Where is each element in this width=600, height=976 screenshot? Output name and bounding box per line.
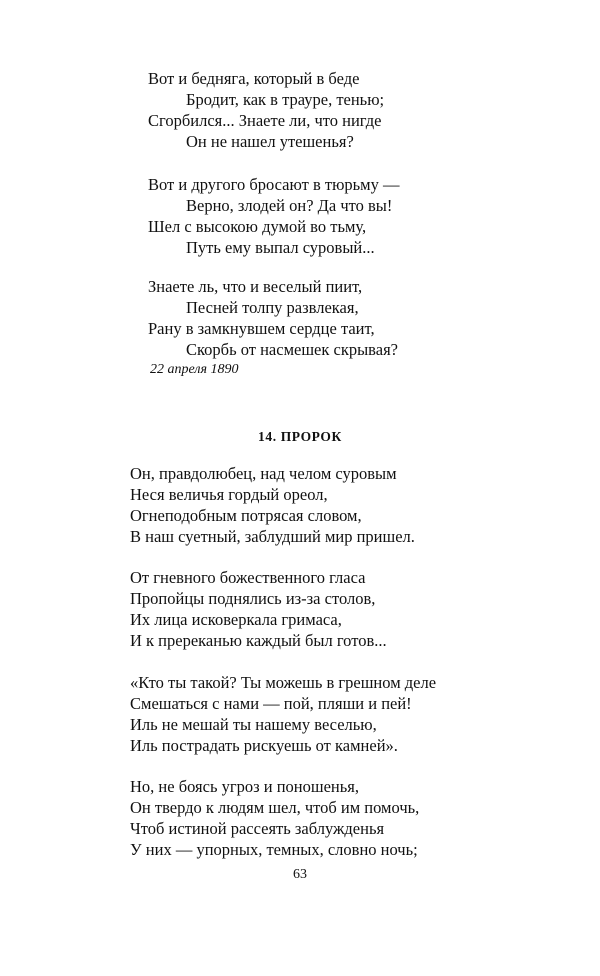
poem-date: 22 апреля 1890 bbox=[150, 362, 239, 377]
verse-line: От гневного божественного гласа bbox=[130, 568, 366, 587]
stanza-6 bbox=[130, 672, 436, 756]
verse-line: Смешаться с нами — пой, пляши и пей! bbox=[130, 694, 412, 713]
verse-line: Он не нашел утешенья? bbox=[186, 132, 354, 151]
verse-line: «Кто ты такой? Ты можешь в грешном деле bbox=[130, 673, 437, 692]
verse-line: Огнеподобным потрясая словом, bbox=[130, 506, 362, 525]
stanza-2 bbox=[148, 174, 400, 258]
verse-line: Верно, злодей он? Да что вы! bbox=[186, 196, 393, 215]
verse-line: Но, не боясь угроз и поношенья, bbox=[130, 777, 359, 796]
verse-line: Бродит, как в трауре, тенью; bbox=[186, 90, 385, 109]
stanza-1 bbox=[148, 68, 384, 152]
verse-line: В наш суетный, заблудший мир пришел. bbox=[130, 527, 415, 546]
verse-line: И к пререканью каждый был готов... bbox=[130, 631, 387, 650]
verse-line: Шел с высокою думой во тьму, bbox=[148, 217, 367, 236]
verse-line: Он твердо к людям шел, чтоб им помочь, bbox=[130, 798, 420, 817]
verse-line: Иль пострадать рискуешь от камней». bbox=[130, 736, 398, 755]
verse-line: Знаете ль, что и веселый пиит, bbox=[148, 277, 363, 296]
verse-line: Рану в замкнувшем сердце таит, bbox=[148, 319, 375, 338]
verse-line: Скорбь от насмешек скрывая? bbox=[186, 340, 398, 359]
verse-line: Пропойцы поднялись из-за столов, bbox=[130, 589, 376, 608]
verse-line: Неся величья гордый ореол, bbox=[130, 485, 328, 504]
stanza-4 bbox=[130, 463, 415, 547]
verse-line: Вот и другого бросают в тюрьму — bbox=[148, 175, 400, 194]
verse-line: Вот и бедняга, который в беде bbox=[148, 69, 360, 88]
verse-line: У них — упорных, темных, словно ночь; bbox=[130, 840, 418, 859]
stanza-5 bbox=[130, 567, 387, 651]
verse-line: Сгорбился... Знаете ли, что нигде bbox=[148, 111, 382, 130]
stanza-3 bbox=[148, 276, 398, 360]
verse-line: Песней толпу развлекая, bbox=[186, 298, 359, 317]
verse-line: Иль не мешай ты нашему веселью, bbox=[130, 715, 377, 734]
verse-line: Путь ему выпал суровый... bbox=[186, 238, 375, 257]
verse-line: Чтоб истиной рассеять заблужденья bbox=[130, 819, 385, 838]
poem-title: 14. ПРОРОК bbox=[258, 429, 342, 444]
page-number: 63 bbox=[293, 867, 307, 882]
verse-line: Он, правдолюбец, над челом суровым bbox=[130, 464, 397, 483]
verse-line: Их лица исковеркала гримаса, bbox=[130, 610, 342, 629]
stanza-7 bbox=[130, 776, 419, 860]
